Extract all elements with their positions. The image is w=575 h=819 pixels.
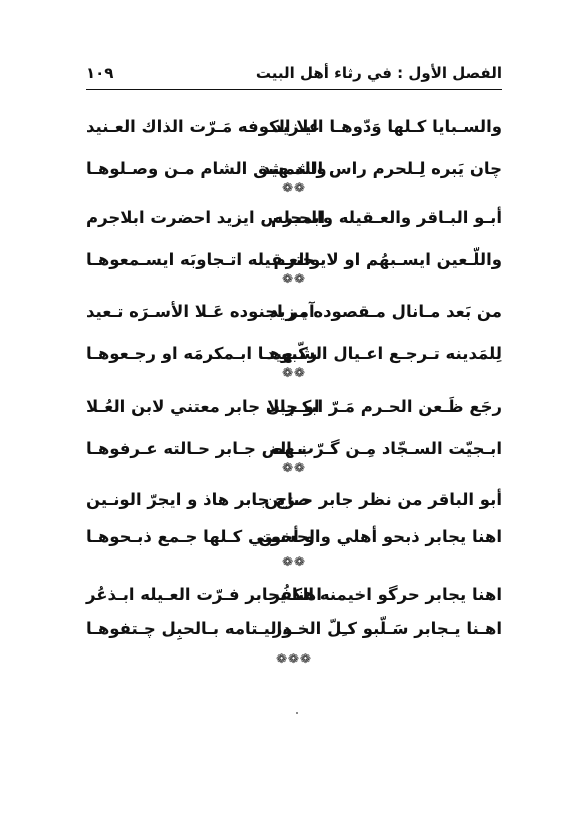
header-rule <box>86 89 502 90</box>
first-hemistich: أبو الباقر من نظر جابر حـزين <box>264 490 502 509</box>
first-hemistich: اهنا يجابر حرگو اخيمنه الكفُر <box>270 585 502 604</box>
first-hemistich: اهـنا يـجابر سَـلّبو كـِلّ الخـدر <box>272 619 502 638</box>
verse-line <box>86 112 502 142</box>
stanza-separator: ❁❁❁ <box>276 652 312 667</box>
verse-line <box>86 485 502 515</box>
second-hemistich: علا الكوفه مَـرّت الذاك العـنيد <box>86 117 321 136</box>
second-hemistich: والدمشق الشام مـن وصـلوهـا <box>86 159 327 178</box>
first-hemistich: والسـبايا كـلها وَدّوهـا اليـزيد <box>273 117 502 136</box>
verse-line <box>86 522 502 552</box>
first-hemistich: رجَع ظَـعن الحـرم مَـرّ ابكـربلا <box>267 397 502 416</box>
print-speck <box>296 712 298 714</box>
second-hemistich: صاح جابر هاذ و ايجرّ الونـين <box>86 490 310 509</box>
stanza-4 <box>86 392 502 476</box>
first-hemistich: ابـجيّت السـجّاد مِـن گـرّب إله <box>269 439 502 458</box>
stanza-6 <box>86 580 502 667</box>
stanza-2 <box>86 203 502 287</box>
first-hemistich: لِلمَدينه تـرجـع اعـيال الشـهيد <box>266 344 502 363</box>
verse-line <box>86 392 502 422</box>
stanza-1 <box>86 112 502 196</box>
verse-line <box>86 614 502 644</box>
stanza-5 <box>86 485 502 570</box>
second-hemistich: ركّبوهـا ابـمكرمَه او رجـعوهـا <box>86 344 318 363</box>
stanza-3 <box>86 297 502 381</box>
chapter-title: الفصل الأول : في رثاء أهل البيت <box>255 64 502 82</box>
second-hemistich: اهنا يجابر فـرّت العـيله ابـذعُر <box>86 585 322 604</box>
first-hemistich: من بَعد مـانال مـقصوده يـزيد <box>269 302 502 321</box>
second-hemistich: والعـقيله اتـجاوبَه ايسـمعوهـا <box>86 250 321 269</box>
stanza-separator: ❁❁ <box>282 555 306 570</box>
second-hemistich: و أخوتي كـلها جـمع ذبـحوهـا <box>86 527 315 546</box>
first-hemistich: أبـو البـاقر والعـقيله والحـرم <box>271 208 502 227</box>
verse-line <box>86 339 502 369</box>
page-number: ١٠٩ <box>86 64 114 82</box>
second-hemistich: او چان جابر معتني لابن العُـلا <box>86 397 320 416</box>
second-hemistich: واليـتامه بـالحبِل چـتفوهـا <box>86 619 293 638</box>
second-hemistich: نـهض جـابر حـالته عـرفوهـا <box>86 439 307 458</box>
stanza-separator: ❁❁ <box>282 181 306 196</box>
verse-line <box>86 154 502 184</box>
stanza-separator: ❁❁ <box>282 272 306 287</box>
verse-line <box>86 203 502 233</box>
verse-line <box>86 245 502 275</box>
stanza-separator: ❁❁ <box>282 461 306 476</box>
stanza-separator: ❁❁ <box>282 366 306 381</box>
verse-line <box>86 297 502 327</box>
first-hemistich: واللّـعين ايسـبهُم او لايـحترم <box>273 250 502 269</box>
page-header <box>86 60 502 86</box>
verse-line <box>86 434 502 464</box>
verse-line <box>86 580 502 610</box>
second-hemistich: ابمجلس ايزيد احضرت ابلاجرم <box>86 208 326 227</box>
first-hemistich: چان يَبره لِـلحرم راس الشـهيد <box>261 159 502 178</box>
first-hemistich: اهنا يجابر ذبحو أهلي والحسين <box>258 527 502 546</box>
second-hemistich: آمر اجنوده عَـلا الأسـرَه تـعيد <box>86 302 315 321</box>
